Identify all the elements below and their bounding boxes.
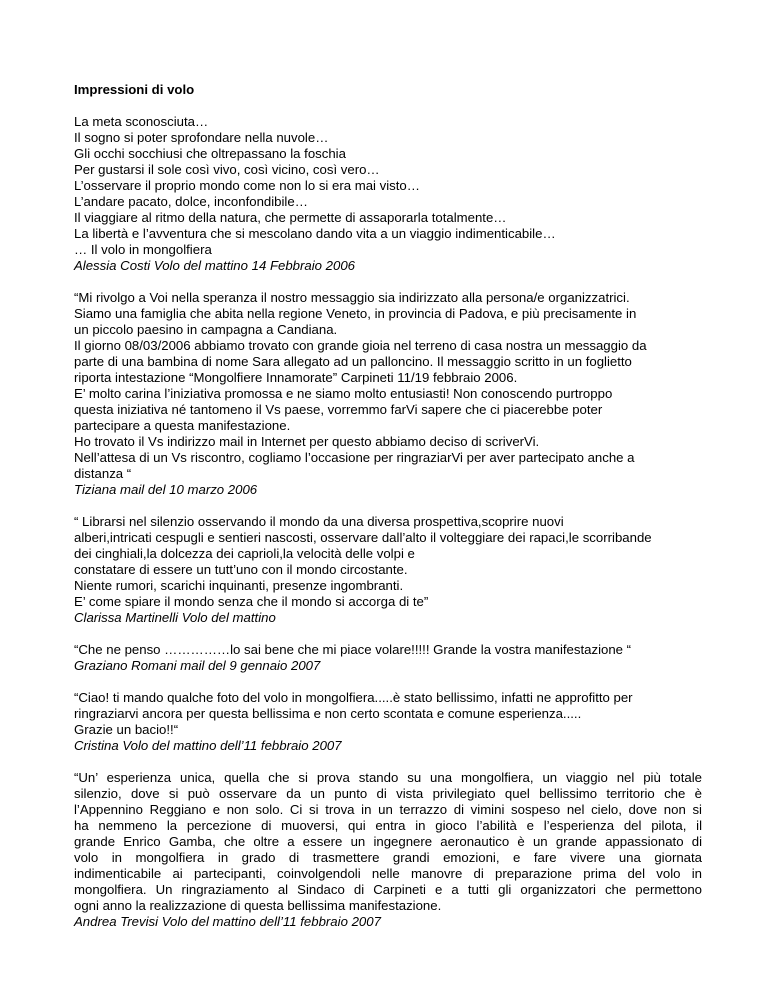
text-line: “Che ne penso ……………lo sai bene che mi piace volare!!!!! Grande la vostra manifestazione “ [74, 642, 632, 657]
text-line: Grazie un bacio!!“ [74, 722, 179, 737]
text-line: volo in mongolfiera in grado di trasmettere grandi emozioni, e fare vivere una giornata [74, 850, 702, 865]
text-line: partecipare a questa manifestazione. [74, 418, 291, 433]
testimonial-signature: Clarissa Martinelli Volo del mattino [74, 610, 276, 625]
document-page [74, 82, 702, 946]
text-line: L’andare pacato, dolce, inconfondibile… [74, 194, 308, 209]
text-line: ha nemmeno la percezione di muoversi, qui entra in gioco l’abilità e l’esperienza del pilota, il [74, 818, 702, 833]
text-line: constatare di essere un tutt’uno con il mondo circostante. [74, 562, 408, 577]
text-line: mongolfiera. Un ringraziamento al Sindaco di Carpineti e a tutti gli organizzatori che permettono [74, 882, 702, 897]
testimonial-signature: Alessia Costi Volo del mattino 14 Febbraio 2006 [74, 258, 356, 273]
testimonial-quote [74, 690, 702, 754]
text-line: “ Librarsi nel silenzio osservando il mondo da una diversa prospettiva,scoprire nuovi [74, 514, 564, 529]
text-line: questa iniziativa né tantomeno il Vs paese, vorremmo farVi sapere che ci piacerebbe poter [74, 402, 603, 417]
text-line: “Un’ esperienza unica, quella che si prova stando su una mongolfiera, un viaggio nel più totale [74, 770, 702, 785]
text-line: La meta sconosciuta… [74, 114, 209, 129]
text-line: L’osservare il proprio mondo come non lo si era mai visto… [74, 178, 420, 193]
text-line: Nell’attesa di un Vs riscontro, cogliamo l’occasione per ringraziarVi per aver partecipato anche a [74, 450, 635, 465]
text-line: Il sogno si poter sprofondare nella nuvole… [74, 130, 329, 145]
text-line: ringraziarvi ancora per questa bellissima e non certo scontata e comune esperienza..... [74, 706, 582, 721]
text-line: grande Enrico Gamba, che oltre a essere un ingegnere aeronautico è un grande appassionato di [74, 834, 702, 849]
text-line: Il viaggiare al ritmo della natura, che permette di assaporarla totalmente… [74, 210, 507, 225]
text-line: … Il volo in mongolfiera [74, 242, 212, 257]
testimonial-signature: Tiziana mail del 10 marzo 2006 [74, 482, 258, 497]
text-line: riporta intestazione “Mongolfiere Innamorate” Carpineti 11/19 febbraio 2006. [74, 370, 518, 385]
testimonial-poem [74, 114, 702, 274]
text-line: distanza “ [74, 466, 132, 481]
text-line: Gli occhi socchiusi che oltrepassano la foschia [74, 146, 346, 161]
testimonial-signature: Andrea Trevisi Volo del mattino dell’11 febbraio 2007 [74, 914, 381, 929]
text-line: indimenticabile ai partecipanti, coinvolgendoli nelle manovre di preparazione prima del volo in [74, 866, 702, 881]
testimonial-quote [74, 514, 702, 626]
text-line: Ho trovato il Vs indirizzo mail in Internet per questo abbiamo deciso di scriverVi. [74, 434, 540, 449]
text-line: E’ molto carina l’iniziativa promossa e ne siamo molto entusiasti! Non conoscendo purtroppo [74, 386, 613, 401]
text-line: alberi,intricati cespugli e sentieri nascosti, osservare dall’alto il volteggiare dei rapaci,le scorribande [74, 530, 652, 545]
text-line: Siamo una famiglia che abita nella regione Veneto, in provincia di Padova, e più precisamente in [74, 306, 637, 321]
text-line: “Ciao! ti mando qualche foto del volo in mongolfiera.....è stato bellissimo, infatti ne approfitto per [74, 690, 633, 705]
testimonial-signature: Graziano Romani mail del 9 gennaio 2007 [74, 658, 321, 673]
document-title: Impressioni di volo [74, 82, 195, 97]
text-line: ogni anno la realizzazione di questa bellissima manifestazione. [74, 898, 442, 913]
text-line: Il giorno 08/03/2006 abbiamo trovato con grande gioia nel terreno di casa nostra un messaggio da [74, 338, 647, 353]
text-line: dei cinghiali,la dolcezza dei caprioli,la velocità delle volpi e [74, 546, 415, 561]
text-line: Niente rumori, scarichi inquinanti, presenze ingombranti. [74, 578, 404, 593]
text-line: l’Appennino Reggiano e non solo. Ci si trova in un terrazzo di vimini sospeso nel cielo, dove non si [74, 802, 702, 817]
testimonial-letter [74, 290, 702, 498]
text-line: parte di una bambina di nome Sara allegato ad un palloncino. Il messaggio scritto in un foglietto [74, 354, 632, 369]
text-line: “Mi rivolgo a Voi nella speranza il nostro messaggio sia indirizzato alla persona/e organizzatrici. [74, 290, 630, 305]
testimonial-signature: Cristina Volo del mattino dell’11 febbraio 2007 [74, 738, 342, 753]
text-line: La libertà e l’avventura che si mescolano dando vita a un viaggio indimenticabile… [74, 226, 556, 241]
testimonial-paragraph [74, 770, 702, 930]
text-line: E’ come spiare il mondo senza che il mondo si accorga di te” [74, 594, 429, 609]
text-line: un piccolo paesino in campagna a Candiana. [74, 322, 338, 337]
text-line: Per gustarsi il sole così vivo, così vicino, così vero… [74, 162, 380, 177]
testimonial-quote [74, 642, 702, 674]
text-line: silenzio, dove si può osservare da un punto di vista privilegiato quel bellissimo territorio che è [74, 786, 702, 801]
